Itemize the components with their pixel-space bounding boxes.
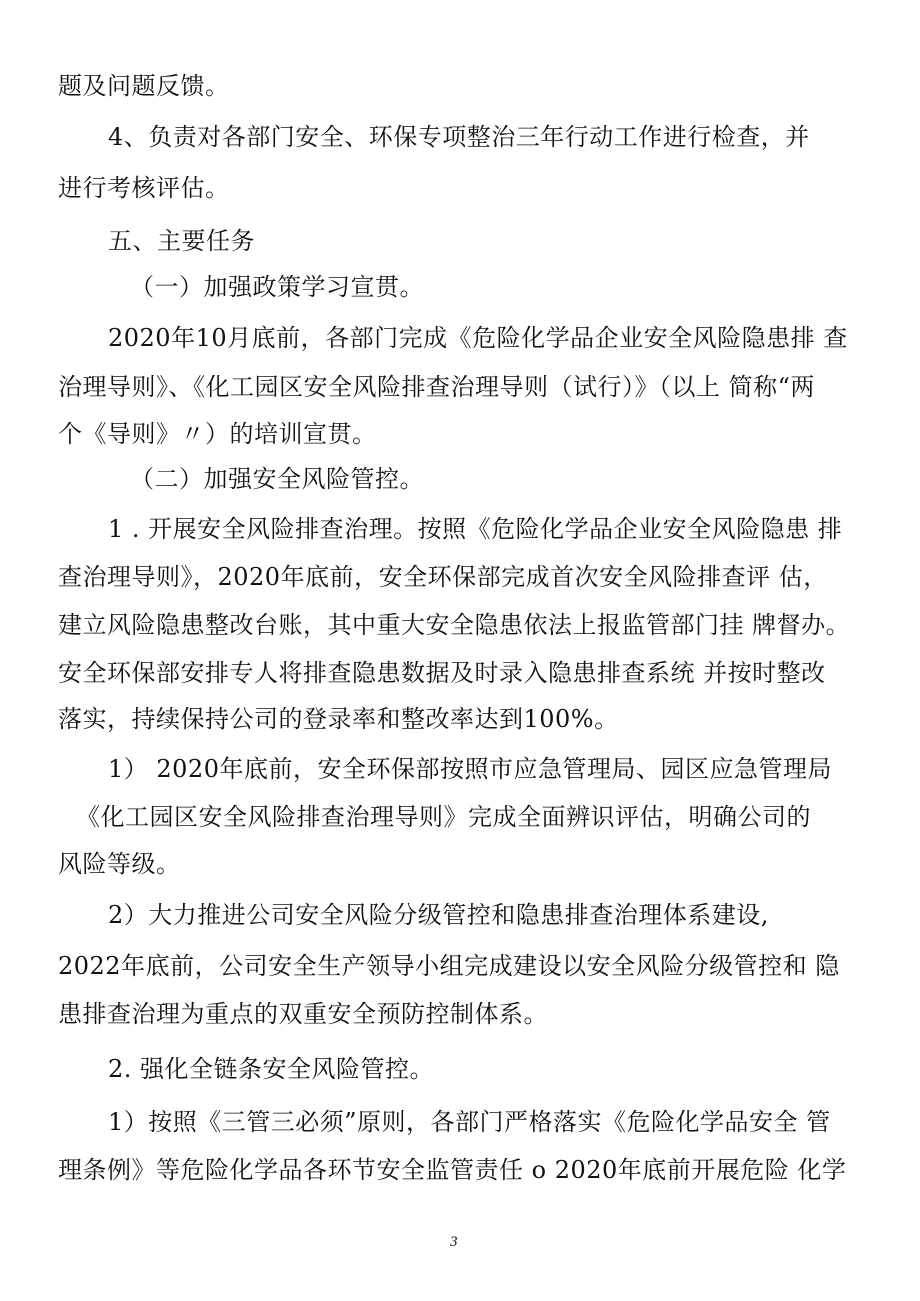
text-line: 1 . 开展安全风险排查治理。按照《危险化学品企业安全风险隐患 排: [108, 515, 843, 543]
text-line: 理条例》等危险化学品各环节安全监管责任 o 2020年底前开展危险 化学: [58, 1156, 847, 1184]
text-line: 《化工园区安全风险排查治理导则》完成全面辨识评估，明确公司的: [76, 803, 811, 831]
text-line: 治理导则》、《化工园区安全风险排查治理导则（试行）》（以上 简称“两: [58, 373, 815, 401]
text-line: 2020年10月底前，各部门完成《危险化学品企业安全风险隐患排 查: [108, 324, 848, 352]
text-line: 2022年底前，公司安全生产领导小组完成建设以安全风险分级管控和 隐: [58, 952, 840, 980]
subsection-heading: （一）加强政策学习宣贯。: [130, 273, 424, 301]
page-number: 3: [450, 1234, 458, 1250]
text-line: 进行考核评估。: [58, 174, 230, 202]
text-line: 1） 2020年底前，安全环保部按照市应急管理局、园区应急管理局: [108, 755, 832, 783]
text-line: 建立风险隐患整改台账，其中重大安全隐患依法上报监管部门挂 牌督办。: [58, 611, 851, 639]
text-line: 题及问题反馈。: [58, 72, 230, 100]
text-line: 2）大力推进公司安全风险分级管控和隐患排查治理体系建设,: [108, 901, 769, 929]
text-line: 查治理导则》，2020年底前，安全环保部完成首次安全风险排查评 估，: [58, 563, 828, 591]
text-line: 1）按照《三管三必须”原则，各部门严格落实《危险化学品安全 管: [108, 1108, 831, 1136]
section-heading: 五、主要任务: [108, 227, 255, 255]
text-line: 安全环保部安排专人将排查隐患数据及时录入隐患排查系统 并按时整改: [58, 659, 826, 687]
subsection-heading: （二）加强安全风险管控。: [130, 465, 424, 493]
text-line: 风险等级。: [58, 850, 181, 878]
text-line: 2. 强化全链条安全风险管控。: [108, 1055, 435, 1083]
text-line: 个《导则》〃）的培训宣贯。: [58, 420, 377, 448]
text-line: 患排查治理为重点的双重安全预防控制体系。: [58, 1000, 548, 1028]
text-line: 4、负责对各部门安全、环保专项整治三年行动工作进行检查，并: [108, 123, 810, 151]
text-line: 落实，持续保持公司的登录率和整改率达到100%。: [58, 705, 619, 733]
